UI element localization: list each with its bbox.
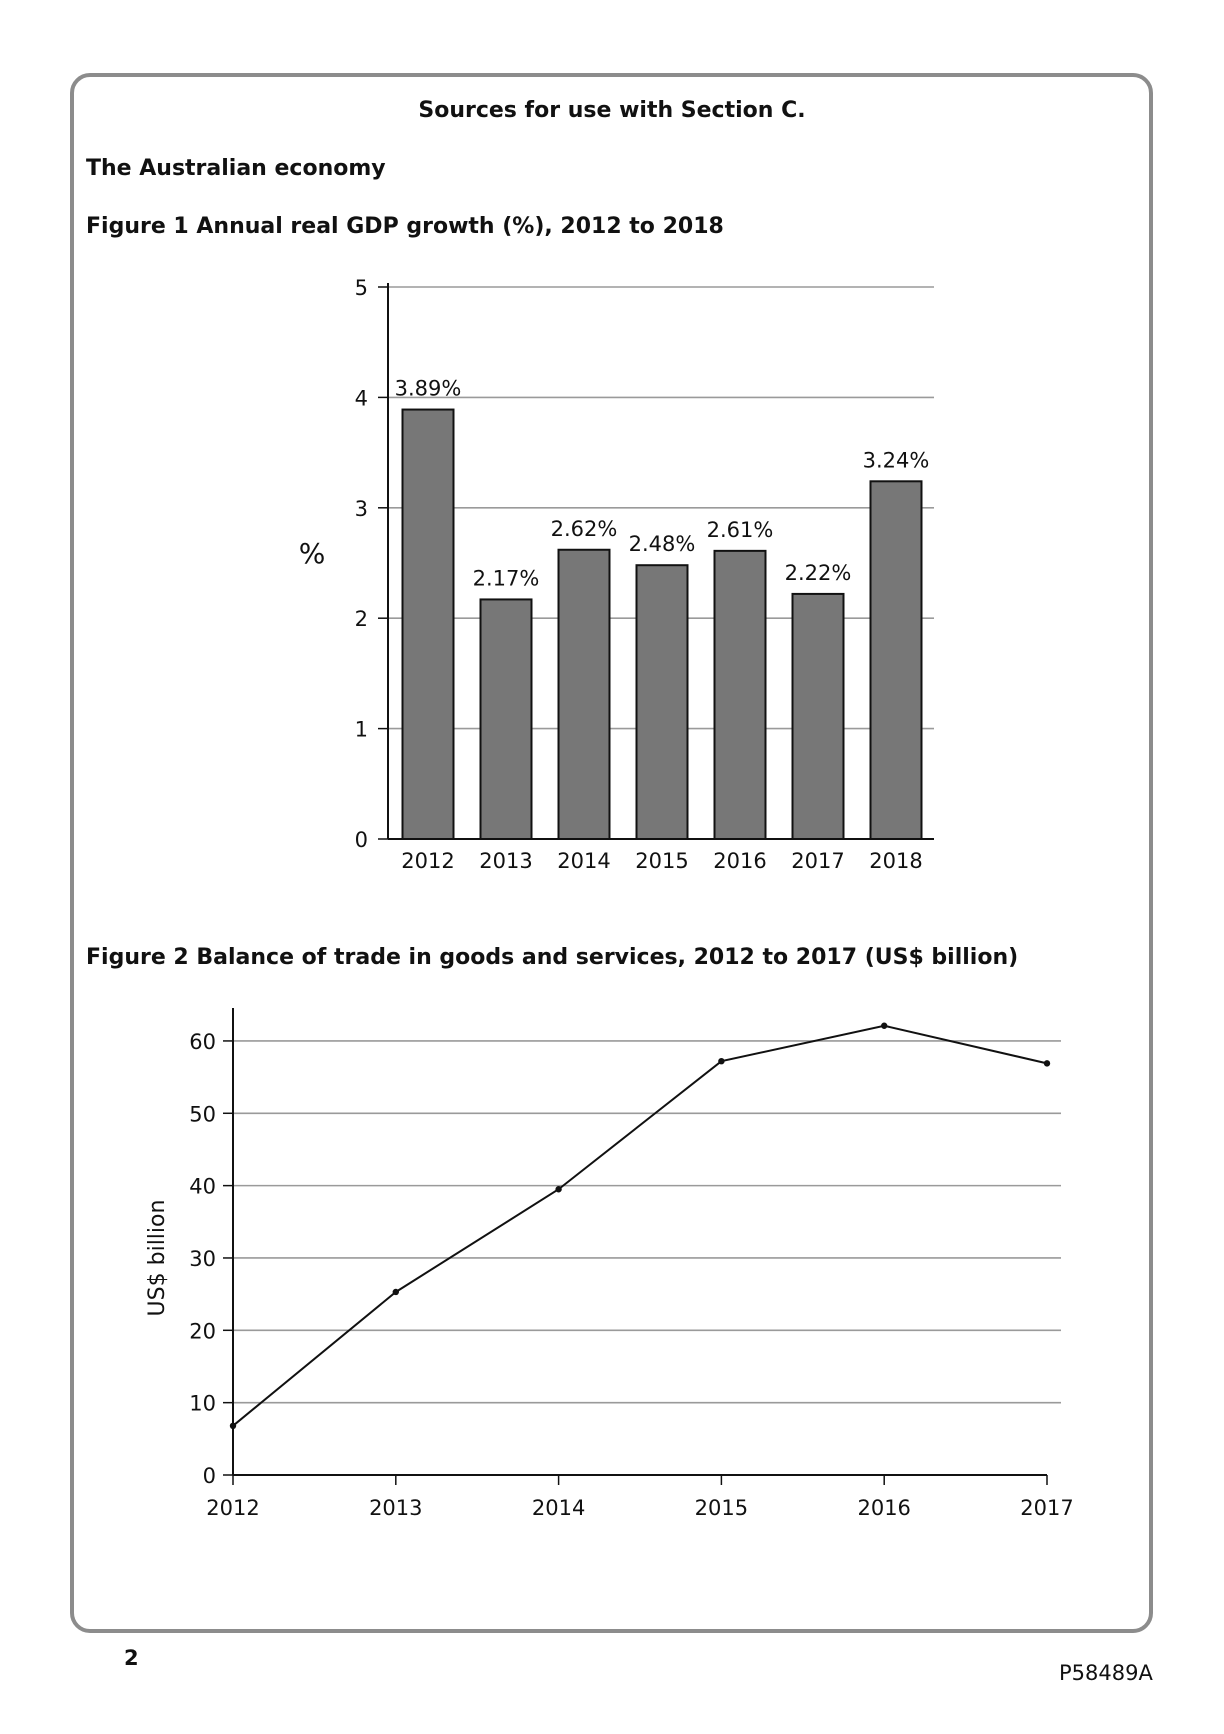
- data-point: [1044, 1060, 1050, 1066]
- y-tick-label: 3: [354, 496, 368, 521]
- x-tick-label: 2017: [791, 849, 845, 873]
- data-point: [555, 1186, 561, 1192]
- y-tick-label: 4: [354, 386, 368, 411]
- y-tick-label: 2: [354, 607, 368, 632]
- y-axis-label: US$ billion: [145, 1199, 170, 1317]
- y-tick-label: 40: [189, 1174, 216, 1199]
- x-tick-label: 2014: [557, 849, 611, 873]
- y-tick-label: 10: [189, 1391, 216, 1416]
- x-tick-label: 2016: [857, 1496, 911, 1520]
- y-tick-label: 20: [189, 1319, 216, 1344]
- bar-data-label: 3.24%: [862, 448, 930, 473]
- subtitle: The Australian economy: [86, 156, 386, 181]
- x-tick-label: 2012: [401, 849, 455, 873]
- data-point: [881, 1023, 887, 1029]
- x-tick-label: 2015: [694, 1496, 749, 1520]
- section-title: Sources for use with Section C.: [418, 98, 806, 123]
- data-point: [393, 1289, 399, 1295]
- x-tick-label: 2016: [713, 849, 767, 873]
- bar-data-label: 2.62%: [550, 516, 618, 541]
- x-tick-label: 2015: [635, 849, 689, 873]
- paper-code: P58489A: [1059, 1661, 1153, 1685]
- x-tick-label: 2018: [869, 849, 923, 873]
- y-tick-label: 60: [189, 1029, 216, 1054]
- bar-data-label: 2.61%: [706, 517, 774, 542]
- y-axis-label: %: [298, 537, 326, 570]
- y-tick-label: 0: [202, 1464, 216, 1488]
- figure1-title: Figure 1 Annual real GDP growth (%), 2012 to 2018: [86, 214, 724, 239]
- x-tick-label: 2013: [369, 1496, 423, 1520]
- page-number: 2: [124, 1646, 139, 1670]
- bar-data-label: 3.89%: [394, 376, 462, 401]
- y-tick-label: 0: [354, 828, 368, 852]
- y-tick-label: 1: [354, 717, 368, 742]
- y-tick-label: 30: [189, 1246, 216, 1271]
- bar-data-label: 2.22%: [784, 560, 852, 585]
- x-tick-label: 2014: [531, 1496, 586, 1520]
- x-tick-label: 2012: [206, 1496, 260, 1520]
- data-point: [718, 1058, 724, 1064]
- x-tick-label: 2013: [479, 849, 533, 873]
- series-line: [233, 1026, 1047, 1426]
- y-tick-label: 50: [189, 1102, 216, 1127]
- figure2-title: Figure 2 Balance of trade in goods and services, 2012 to 2017 (US$ billion): [86, 945, 1019, 970]
- bar-data-label: 2.17%: [472, 566, 540, 591]
- x-tick-label: 2017: [1020, 1496, 1074, 1520]
- y-tick-label: 5: [354, 276, 368, 300]
- data-point: [230, 1423, 236, 1429]
- bar-data-label: 2.48%: [628, 532, 696, 557]
